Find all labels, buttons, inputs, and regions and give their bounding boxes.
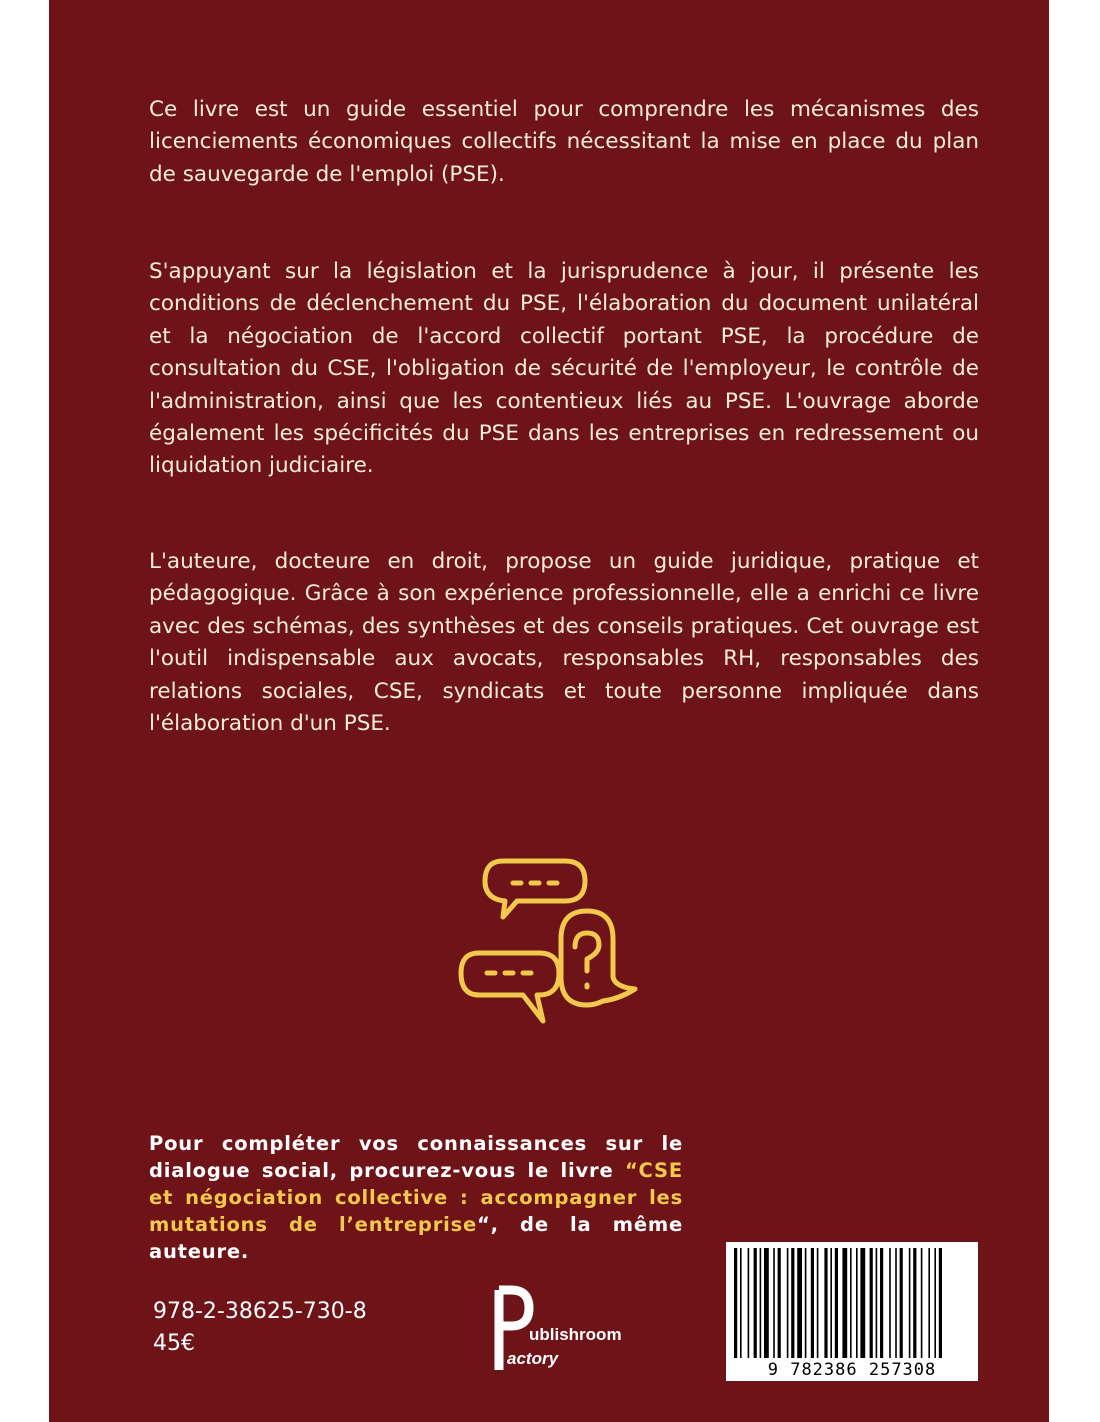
barcode-bar	[748, 1248, 750, 1358]
price: 45€	[153, 1331, 195, 1356]
barcode-bar	[817, 1248, 819, 1358]
barcode-bar	[895, 1248, 897, 1358]
svg-text:ublishroom: ublishroom	[529, 1325, 622, 1344]
svg-text:actory: actory	[507, 1349, 559, 1368]
barcode-bar	[880, 1248, 883, 1358]
barcode-bar	[773, 1248, 775, 1358]
barcode-bar	[842, 1248, 847, 1358]
barcode-bar	[909, 1248, 911, 1358]
barcode-bar	[870, 1248, 873, 1358]
description-paragraph-2: S'appuyant sur la législation et la jurisprudence à jour, il présente les conditions de déclenchement du PSE, l'élaboration du document unilatéral et la négociation de l'accord collectif portant PSE, la procédure de consultation du CSE, l'obligation de sécurité de l'employeur, le contrôle de l'administration, ainsi que les contentieux liés au PSE. L'ouvrage aborde également les spécificités du PSE dans les entreprises en redressement ou liquidation judiciaire.	[149, 259, 979, 479]
barcode-bar	[830, 1248, 832, 1358]
back-cover	[49, 0, 1049, 1422]
barcode-bar	[934, 1248, 936, 1358]
publisher-logo	[489, 1284, 639, 1374]
barcode-bar	[921, 1248, 923, 1358]
promo-outro: “, de la même auteure.	[149, 1213, 683, 1263]
barcode-bar	[778, 1248, 781, 1358]
barcode-bar	[939, 1248, 942, 1358]
barcode-bar	[860, 1248, 865, 1358]
barcode-bar	[824, 1248, 827, 1358]
barcode-bar	[889, 1248, 891, 1358]
promo-intro: Pour compléter vos connaissances sur le dialogue social, procurez-vous le livre	[149, 1132, 683, 1182]
description-paragraph-3: L'auteure, docteure en droit, propose un guide juridique, pratique et pédagogique. Grâce à son expérience professionnelle, elle a enrichi ce livre avec des schémas, des synthèses et des conseils pratiques. Cet ouvrage est l'outil indispensable aux avocats, responsables RH, responsables des relations sociales, CSE, syndicats et toute personne impliquée dans l'élaboration d'un PSE.	[149, 549, 979, 737]
barcode-bar	[764, 1248, 769, 1358]
promo-book-title: “CSE et négociation collective : accompagner les mutations de l’entreprise	[149, 1159, 683, 1236]
barcode-bar	[734, 1248, 737, 1358]
barcode-bar	[850, 1248, 852, 1358]
isbn: 978-2-38625-730-8	[153, 1299, 367, 1324]
description-paragraph-1: Ce livre est un guide essentiel pour comprendre les mécanismes des licenciements économiques collectifs nécessitant la mise en place du plan de sauvegarde de l'emploi (PSE).	[149, 97, 979, 187]
chat-bubbles-question-icon	[457, 853, 647, 1029]
barcode-bar	[787, 1248, 789, 1358]
barcode-bar	[805, 1248, 807, 1358]
barcode-bar	[811, 1248, 814, 1358]
barcode-bar	[760, 1248, 762, 1358]
barcode-bar	[835, 1248, 838, 1358]
barcode-bar	[791, 1248, 794, 1358]
barcode-bar	[913, 1248, 916, 1358]
barcode-bar	[876, 1248, 878, 1358]
promo-text	[149, 1130, 683, 1265]
barcode	[726, 1242, 978, 1381]
barcode-bar	[740, 1248, 742, 1358]
barcode-bar	[900, 1248, 903, 1358]
barcode-digits: 9 782386 257308	[767, 1360, 937, 1380]
barcode-bar	[928, 1248, 930, 1358]
barcode-bar	[797, 1248, 802, 1358]
barcode-bar	[856, 1248, 858, 1358]
barcode-bar	[754, 1248, 757, 1358]
